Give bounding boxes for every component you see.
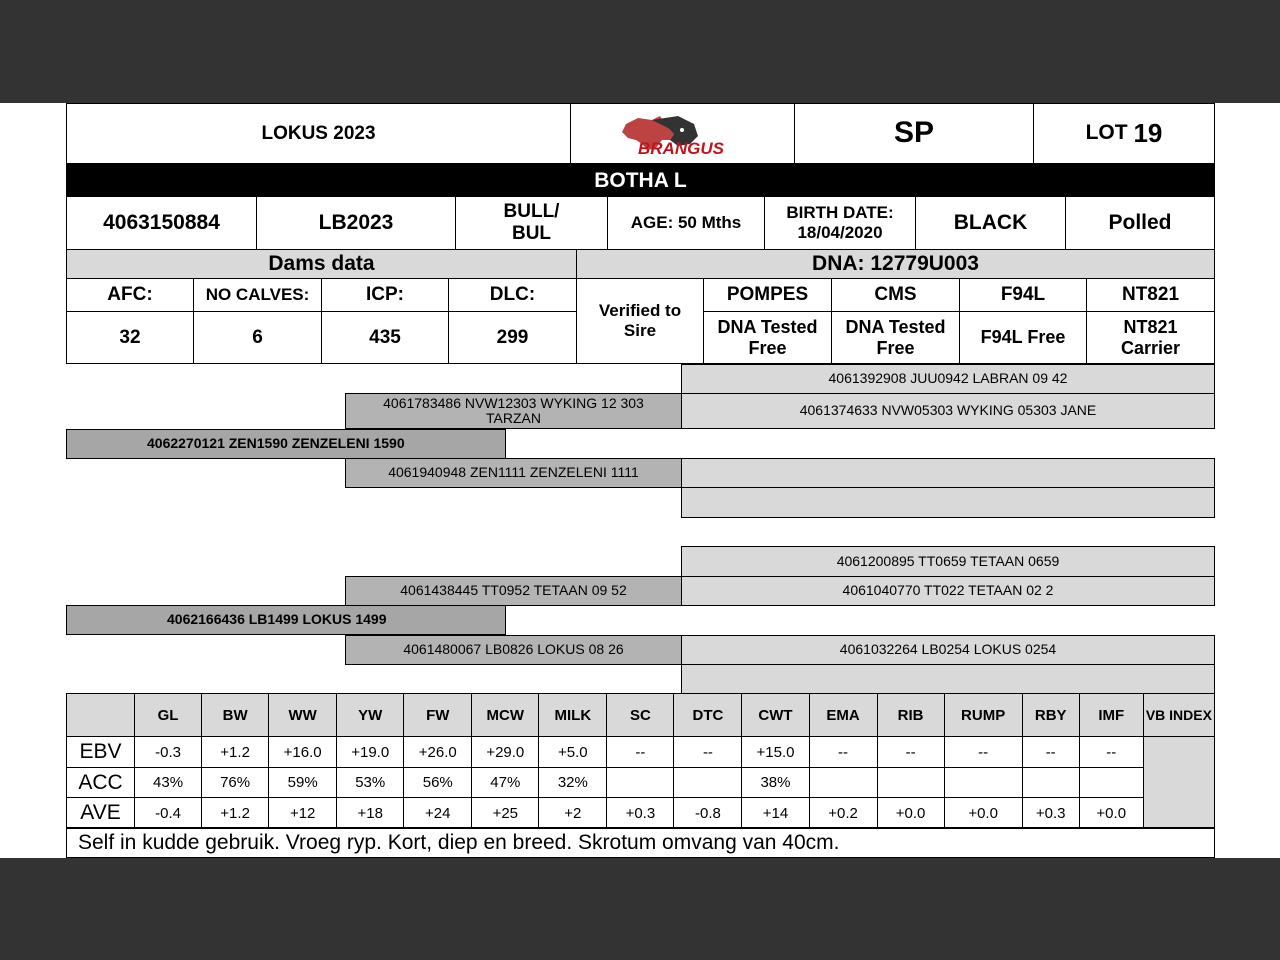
pedigree-sire-sire-sire: 4061392908 JUU0942 LABRAN 09 42 bbox=[681, 364, 1215, 394]
pedigree-sire-dam: 4061940948 ZEN1111 ZENZELENI 1111 bbox=[345, 458, 682, 488]
ebv-cell bbox=[1022, 768, 1079, 798]
dna-header-nt821: NT821 bbox=[1086, 278, 1215, 312]
pedigree-sire: 4062270121 ZEN1590 ZENZELENI 1590 bbox=[66, 429, 506, 459]
ebv-cell: 56% bbox=[404, 768, 472, 798]
ebv-col-header: YW bbox=[337, 694, 404, 737]
pedigree-sire-dam-sire bbox=[681, 458, 1215, 488]
ebv-row-label: EBV bbox=[67, 737, 135, 768]
ebv-cell: +18 bbox=[337, 798, 404, 829]
ebv-cell bbox=[674, 768, 742, 798]
colour: BLACK bbox=[915, 196, 1066, 250]
ebv-cell: -0.4 bbox=[135, 798, 202, 829]
dams-value-afc: 32 bbox=[66, 311, 194, 364]
ebv-cell: -- bbox=[877, 737, 944, 768]
ebv-col-header: CWT bbox=[742, 694, 809, 737]
ebv-cell: 38% bbox=[742, 768, 809, 798]
ebv-cell: -0.3 bbox=[135, 737, 202, 768]
dams-header-afc: AFC: bbox=[66, 278, 194, 312]
ebv-cell: -0.8 bbox=[674, 798, 742, 829]
bull-head-icon bbox=[608, 110, 758, 158]
ebv-col-header: DTC bbox=[674, 694, 742, 737]
code-badge: SP bbox=[794, 103, 1034, 164]
pedigree-dam-dam: 4061480067 LB0826 LOKUS 08 26 bbox=[345, 635, 682, 665]
dams-value-dlc: 299 bbox=[448, 311, 577, 364]
ebv-cell: +2 bbox=[539, 798, 607, 829]
ebv-cell bbox=[944, 768, 1022, 798]
ebv-col-header: RIB bbox=[877, 694, 944, 737]
birth-date bbox=[764, 196, 916, 250]
ebv-cell: +1.2 bbox=[202, 798, 269, 829]
lot-label: LOT bbox=[1085, 121, 1128, 145]
ebv-cell: -- bbox=[809, 737, 877, 768]
ebv-col-header: MILK bbox=[539, 694, 607, 737]
ebv-cell bbox=[809, 768, 877, 798]
pedigree-sire-sire: 4061783486 NVW12303 WYKING 12 303 TARZAN bbox=[345, 393, 682, 429]
ebv-cell: +0.0 bbox=[1079, 798, 1143, 829]
vb-index-cell bbox=[1143, 737, 1214, 829]
ebv-col-header: SC bbox=[607, 694, 674, 737]
ebv-cell: +26.0 bbox=[404, 737, 472, 768]
ebv-corner bbox=[67, 694, 135, 737]
ebv-header-row bbox=[67, 694, 1215, 737]
pedigree-dam-dam-sire: 4061032264 LB0254 LOKUS 0254 bbox=[681, 635, 1215, 665]
ebv-row bbox=[67, 798, 1215, 829]
dna-value-cms: DNA Tested Free bbox=[831, 311, 960, 364]
lot-sheet bbox=[0, 103, 1280, 858]
ebv-cell: 59% bbox=[269, 768, 337, 798]
sale-title: LOKUS 2023 bbox=[66, 103, 571, 164]
sex: BULL/ BUL bbox=[455, 196, 608, 250]
brangus-logo bbox=[570, 103, 795, 164]
animal-name: BOTHA L bbox=[66, 164, 1215, 197]
ebv-cell: 32% bbox=[539, 768, 607, 798]
dna-header-pompes: POMPES bbox=[703, 278, 832, 312]
ebv-cell bbox=[877, 768, 944, 798]
dna-verified: Verified to Sire bbox=[576, 278, 704, 364]
dams-header-dlc: DLC: bbox=[448, 278, 577, 312]
pedigree-dam-sire-sire: 4061200895 TT0659 TETAAN 0659 bbox=[681, 546, 1215, 577]
ebv-row-label: ACC bbox=[67, 768, 135, 798]
lot-number: 19 bbox=[1133, 117, 1163, 148]
ebv-col-header: VB INDEX bbox=[1143, 694, 1214, 737]
svg-text:BRANGUS: BRANGUS bbox=[637, 138, 724, 158]
ebv-cell: +24 bbox=[404, 798, 472, 829]
ebv-cell: -- bbox=[674, 737, 742, 768]
horn-status: Polled bbox=[1065, 196, 1215, 250]
ebv-cell: -- bbox=[1079, 737, 1143, 768]
ebv-col-header: BW bbox=[202, 694, 269, 737]
ebv-cell: +0.0 bbox=[944, 798, 1022, 829]
ebv-col-header: RUMP bbox=[944, 694, 1022, 737]
dams-header-calves: NO CALVES: bbox=[193, 278, 322, 312]
pedigree-dam-dam-dam bbox=[681, 664, 1215, 694]
ebv-col-header: MCW bbox=[472, 694, 539, 737]
pedigree-sire-sire-dam: 4061374633 NVW05303 WYKING 05303 JANE bbox=[681, 393, 1215, 429]
ebv-col-header: GL bbox=[135, 694, 202, 737]
ebv-col-header: EMA bbox=[809, 694, 877, 737]
ebv-table bbox=[66, 693, 1215, 829]
comment-text: Self in kudde gebruik. Vroeg ryp. Kort, diep en breed. Skrotum omvang van 40cm. bbox=[66, 827, 1215, 858]
ebv-cell: 53% bbox=[337, 768, 404, 798]
ebv-cell: +16.0 bbox=[269, 737, 337, 768]
dna-title: DNA: 12779U003 bbox=[576, 249, 1215, 279]
dna-value-f94l: F94L Free bbox=[959, 311, 1087, 364]
herd-code: LB2023 bbox=[256, 196, 456, 250]
ebv-row bbox=[67, 737, 1215, 768]
dna-header-f94l: F94L bbox=[959, 278, 1087, 312]
ebv-col-header: RBY bbox=[1022, 694, 1079, 737]
ebv-cell: 43% bbox=[135, 768, 202, 798]
dna-header-cms: CMS bbox=[831, 278, 960, 312]
ebv-row-label: AVE bbox=[67, 798, 135, 829]
ebv-cell: +29.0 bbox=[472, 737, 539, 768]
ebv-cell: +0.3 bbox=[1022, 798, 1079, 829]
ebv-cell: +1.2 bbox=[202, 737, 269, 768]
ebv-col-header: WW bbox=[269, 694, 337, 737]
ebv-cell: +19.0 bbox=[337, 737, 404, 768]
ebv-cell bbox=[607, 768, 674, 798]
ebv-col-header: IMF bbox=[1079, 694, 1143, 737]
ebv-cell: +0.2 bbox=[809, 798, 877, 829]
ebv-cell: +15.0 bbox=[742, 737, 809, 768]
dams-value-icp: 435 bbox=[321, 311, 449, 364]
dams-value-calves: 6 bbox=[193, 311, 322, 364]
pedigree-dam-sire-dam: 4061040770 TT022 TETAAN 02 2 bbox=[681, 576, 1215, 606]
age: AGE: 50 Mths bbox=[607, 196, 765, 250]
ebv-cell: -- bbox=[944, 737, 1022, 768]
ebv-cell: +0.0 bbox=[877, 798, 944, 829]
ebv-cell: +12 bbox=[269, 798, 337, 829]
ebv-cell: +0.3 bbox=[607, 798, 674, 829]
ebv-cell bbox=[1079, 768, 1143, 798]
dams-header-icp: ICP: bbox=[321, 278, 449, 312]
ebv-cell: -- bbox=[607, 737, 674, 768]
ebv-cell: 47% bbox=[472, 768, 539, 798]
pedigree-sire-dam-dam bbox=[681, 487, 1215, 518]
ebv-row bbox=[67, 768, 1215, 798]
birth-date-label: BIRTH DATE: bbox=[786, 203, 894, 223]
ebv-cell: 76% bbox=[202, 768, 269, 798]
pedigree-dam-sire: 4061438445 TT0952 TETAAN 09 52 bbox=[345, 576, 682, 606]
lot-box bbox=[1033, 103, 1215, 164]
ebv-col-header: FW bbox=[404, 694, 472, 737]
dams-data-title: Dams data bbox=[66, 249, 577, 279]
pedigree-dam: 4062166436 LB1499 LOKUS 1499 bbox=[66, 605, 506, 635]
ebv-cell: -- bbox=[1022, 737, 1079, 768]
dna-value-nt821: NT821 Carrier bbox=[1086, 311, 1215, 364]
birth-date-value: 18/04/2020 bbox=[797, 223, 883, 242]
ebv-cell: +14 bbox=[742, 798, 809, 829]
animal-id: 4063150884 bbox=[66, 196, 257, 250]
dna-value-pompes: DNA Tested Free bbox=[703, 311, 832, 364]
ebv-cell: +5.0 bbox=[539, 737, 607, 768]
ebv-cell: +25 bbox=[472, 798, 539, 829]
